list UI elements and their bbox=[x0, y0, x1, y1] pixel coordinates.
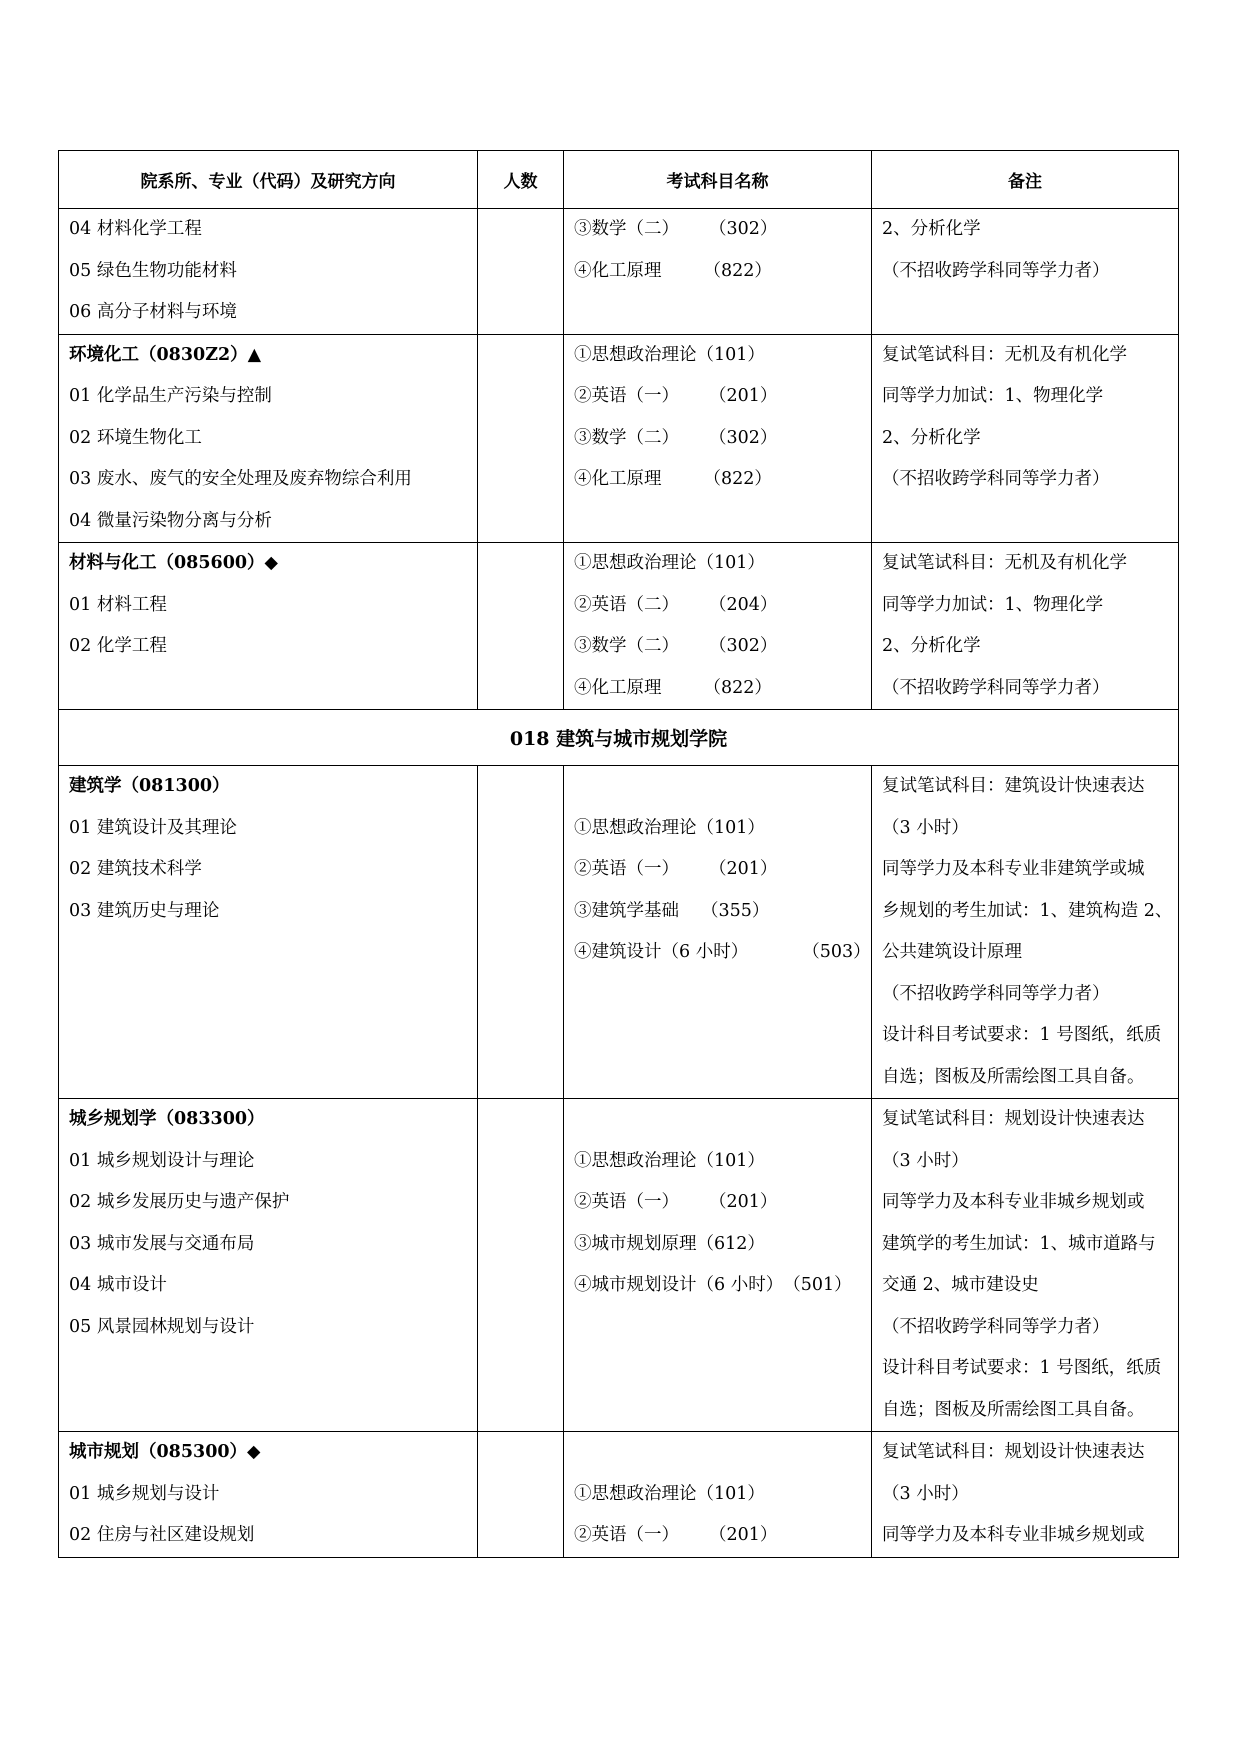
count-cell bbox=[478, 1432, 564, 1558]
note-line: 同等学力加试：1、物理化学 bbox=[882, 386, 1104, 406]
subject-name: ①思想政治理论 bbox=[574, 1150, 697, 1171]
subject-name: ②英语（一） bbox=[574, 859, 679, 879]
exam-subject bbox=[564, 626, 871, 668]
admissions-table bbox=[58, 150, 1179, 1558]
research-direction: 02 化学工程 bbox=[69, 636, 167, 656]
note-line: （不招收跨学科同等学力者） bbox=[882, 260, 1110, 281]
subject-code: （201） bbox=[709, 1192, 778, 1212]
notes-cell bbox=[872, 766, 1179, 1099]
exam-subject bbox=[564, 1515, 871, 1557]
admissions-table-page bbox=[58, 150, 1174, 1558]
notes-cell bbox=[872, 543, 1179, 710]
exam-subjects-cell bbox=[564, 766, 872, 1099]
subject-code: （201） bbox=[709, 386, 778, 406]
note-line: 同等学力及本科专业非城乡规划或 bbox=[882, 1525, 1145, 1545]
subject-name: ①思想政治理论 bbox=[574, 553, 697, 573]
research-direction: 01 化学品生产污染与控制 bbox=[69, 386, 272, 406]
note-line: 自选；图板及所需绘图工具自备。 bbox=[882, 1066, 1145, 1087]
subject-code: （101） bbox=[696, 553, 765, 573]
exam-subject bbox=[564, 543, 871, 585]
table-header-row bbox=[59, 151, 1179, 209]
subject-name: ②英语（一） bbox=[574, 386, 679, 406]
research-direction: 05 绿色生物功能材料 bbox=[69, 260, 237, 281]
table-row bbox=[59, 209, 1179, 335]
subject-name: ④化工原理 bbox=[574, 469, 662, 489]
subject-code: （822） bbox=[703, 677, 772, 698]
note-line: 同等学力及本科专业非城乡规划或 bbox=[882, 1192, 1145, 1212]
subject-name: ③建筑学基础 bbox=[574, 900, 679, 921]
notes-cell bbox=[872, 1432, 1179, 1558]
research-direction: 02 城乡发展历史与遗产保护 bbox=[69, 1192, 290, 1212]
subject-code: （822） bbox=[703, 260, 772, 281]
exam-subjects-cell bbox=[564, 334, 872, 543]
exam-subjects-cell bbox=[564, 543, 872, 710]
note-line: 设计科目考试要求：1 号图纸，纸质 bbox=[882, 1025, 1162, 1045]
research-direction: 03 建筑历史与理论 bbox=[69, 900, 220, 921]
exam-subject bbox=[564, 1474, 871, 1516]
subject-name: ①思想政治理论 bbox=[574, 817, 697, 838]
exam-subject bbox=[564, 418, 871, 460]
subject-code: （101） bbox=[696, 817, 765, 838]
subject-code: （204） bbox=[709, 594, 778, 615]
subject-name: ②英语（一） bbox=[574, 1525, 679, 1545]
subject-code: （302） bbox=[709, 427, 778, 448]
major-cell bbox=[59, 1099, 478, 1432]
table-row bbox=[59, 543, 1179, 710]
research-direction: 01 建筑设计及其理论 bbox=[69, 817, 237, 838]
major-title: 材料与化工（085600）◆ bbox=[69, 553, 279, 573]
count-cell bbox=[478, 334, 564, 543]
note-line: 复试笔试科目：规划设计快速表达 bbox=[882, 1442, 1145, 1462]
exam-subjects-cell bbox=[564, 1099, 872, 1432]
major-cell bbox=[59, 766, 478, 1099]
subject-code: （822） bbox=[703, 469, 772, 489]
note-line: 复试笔试科目：建筑设计快速表达 bbox=[882, 776, 1145, 796]
note-line: 2、分析化学 bbox=[882, 427, 981, 448]
note-line: 2、分析化学 bbox=[882, 219, 981, 239]
research-direction: 03 废水、废气的安全处理及废弃物综合利用 bbox=[69, 469, 412, 489]
subject-code: （612） bbox=[696, 1233, 765, 1254]
note-line: 复试笔试科目：规划设计快速表达 bbox=[882, 1109, 1145, 1129]
exam-subject bbox=[564, 1265, 871, 1307]
note-line: （不招收跨学科同等学力者） bbox=[882, 677, 1110, 698]
note-line: 复试笔试科目：无机及有机化学 bbox=[882, 553, 1127, 573]
subject-name: ②英语（一） bbox=[574, 1192, 679, 1212]
research-direction: 04 材料化学工程 bbox=[69, 219, 202, 239]
exam-subject bbox=[564, 335, 871, 377]
exam-subject bbox=[564, 891, 871, 933]
major-cell bbox=[59, 543, 478, 710]
exam-subject bbox=[564, 376, 871, 418]
subject-code: （101） bbox=[696, 1483, 765, 1504]
notes-cell bbox=[872, 209, 1179, 335]
major-title: 城市规划（085300）◆ bbox=[69, 1442, 261, 1462]
subject-name: ④化工原理 bbox=[574, 260, 662, 281]
major-cell bbox=[59, 209, 478, 335]
subject-name: ③数学（二） bbox=[574, 636, 679, 656]
subject-code: （501） bbox=[783, 1275, 852, 1295]
note-line: （不招收跨学科同等学力者） bbox=[882, 983, 1110, 1004]
table-body bbox=[59, 209, 1179, 1558]
header-exam-subjects: 考试科目名称 bbox=[564, 151, 872, 209]
subject-name: ①思想政治理论 bbox=[574, 344, 697, 365]
note-line: 同等学力加试：1、物理化学 bbox=[882, 594, 1104, 615]
subject-name: ④城市规划设计（6 小时） bbox=[574, 1275, 784, 1295]
header-count: 人数 bbox=[478, 151, 564, 209]
note-line: （不招收跨学科同等学力者） bbox=[882, 1316, 1110, 1337]
research-direction: 01 城乡规划设计与理论 bbox=[69, 1150, 255, 1171]
major-cell bbox=[59, 1432, 478, 1558]
note-line: （3 小时） bbox=[882, 1483, 969, 1504]
notes-cell bbox=[872, 1099, 1179, 1432]
subject-code: （302） bbox=[709, 636, 778, 656]
research-direction: 04 城市设计 bbox=[69, 1275, 167, 1295]
research-direction: 04 微量污染物分离与分析 bbox=[69, 510, 272, 531]
table-row bbox=[59, 1432, 1179, 1558]
note-line: 设计科目考试要求：1 号图纸，纸质 bbox=[882, 1358, 1162, 1378]
table-row bbox=[59, 1099, 1179, 1432]
college-row bbox=[59, 710, 1179, 766]
table-row bbox=[59, 766, 1179, 1099]
table-row bbox=[59, 334, 1179, 543]
exam-subject bbox=[564, 1224, 871, 1266]
note-line: （不招收跨学科同等学力者） bbox=[882, 469, 1110, 489]
subject-code: （201） bbox=[709, 859, 778, 879]
note-line: （3 小时） bbox=[882, 817, 969, 838]
note-line: 同等学力及本科专业非建筑学或城 bbox=[882, 859, 1145, 879]
subject-name: ③数学（二） bbox=[574, 219, 679, 239]
exam-subject bbox=[564, 668, 871, 710]
exam-subject bbox=[564, 849, 871, 891]
subject-name: ②英语（二） bbox=[574, 594, 679, 615]
exam-subject bbox=[564, 585, 871, 627]
note-line: 交通 2、城市建设史 bbox=[882, 1275, 1039, 1295]
notes-cell bbox=[872, 334, 1179, 543]
header-department: 院系所、专业（代码）及研究方向 bbox=[59, 151, 478, 209]
subject-code: （101） bbox=[696, 1150, 765, 1171]
research-direction: 06 高分子材料与环境 bbox=[69, 302, 237, 322]
research-direction: 02 住房与社区建设规划 bbox=[69, 1525, 255, 1545]
research-direction: 02 环境生物化工 bbox=[69, 427, 202, 448]
exam-subjects-cell bbox=[564, 209, 872, 335]
subject-name: ④建筑设计（6 小时） bbox=[574, 942, 749, 962]
subject-code: （101） bbox=[696, 344, 765, 365]
research-direction: 01 城乡规划与设计 bbox=[69, 1483, 220, 1504]
subject-name: ④化工原理 bbox=[574, 677, 662, 698]
major-title: 环境化工（0830Z2）▲ bbox=[69, 344, 262, 365]
note-line: 复试笔试科目：无机及有机化学 bbox=[882, 344, 1127, 365]
header-notes: 备注 bbox=[872, 151, 1179, 209]
major-cell bbox=[59, 334, 478, 543]
note-line: 建筑学的考生加试：1、城市道路与 bbox=[882, 1233, 1156, 1254]
note-line: 公共建筑设计原理 bbox=[882, 942, 1022, 962]
note-line: 2、分析化学 bbox=[882, 636, 981, 656]
research-direction: 03 城市发展与交通布局 bbox=[69, 1233, 255, 1254]
exam-subject bbox=[564, 1182, 871, 1224]
exam-subject bbox=[564, 1141, 871, 1183]
subject-code: （355） bbox=[701, 900, 770, 921]
subject-code: （302） bbox=[709, 219, 778, 239]
subject-name: ③数学（二） bbox=[574, 427, 679, 448]
research-direction: 02 建筑技术科学 bbox=[69, 859, 202, 879]
count-cell bbox=[478, 1099, 564, 1432]
subject-name: ③城市规划原理 bbox=[574, 1233, 697, 1254]
research-direction: 01 材料工程 bbox=[69, 594, 167, 615]
college-title: 018 建筑与城市规划学院 bbox=[59, 710, 1179, 766]
count-cell bbox=[478, 209, 564, 335]
major-title: 建筑学（081300） bbox=[69, 776, 230, 796]
exam-subject bbox=[564, 932, 871, 974]
note-line: （3 小时） bbox=[882, 1150, 969, 1171]
exam-subject bbox=[564, 209, 871, 251]
exam-subject bbox=[564, 251, 871, 293]
subject-code: （201） bbox=[709, 1525, 778, 1545]
count-cell bbox=[478, 543, 564, 710]
subject-code: （503） bbox=[802, 942, 871, 962]
exam-subject bbox=[564, 459, 871, 501]
subject-name: ①思想政治理论 bbox=[574, 1483, 697, 1504]
exam-subjects-cell bbox=[564, 1432, 872, 1558]
research-direction: 05 风景园林规划与设计 bbox=[69, 1316, 255, 1337]
note-line: 自选；图板及所需绘图工具自备。 bbox=[882, 1399, 1145, 1420]
exam-subject bbox=[564, 808, 871, 850]
major-title: 城乡规划学（083300） bbox=[69, 1109, 265, 1129]
note-line: 乡规划的考生加试：1、建筑构造 2、 bbox=[882, 900, 1173, 921]
count-cell bbox=[478, 766, 564, 1099]
